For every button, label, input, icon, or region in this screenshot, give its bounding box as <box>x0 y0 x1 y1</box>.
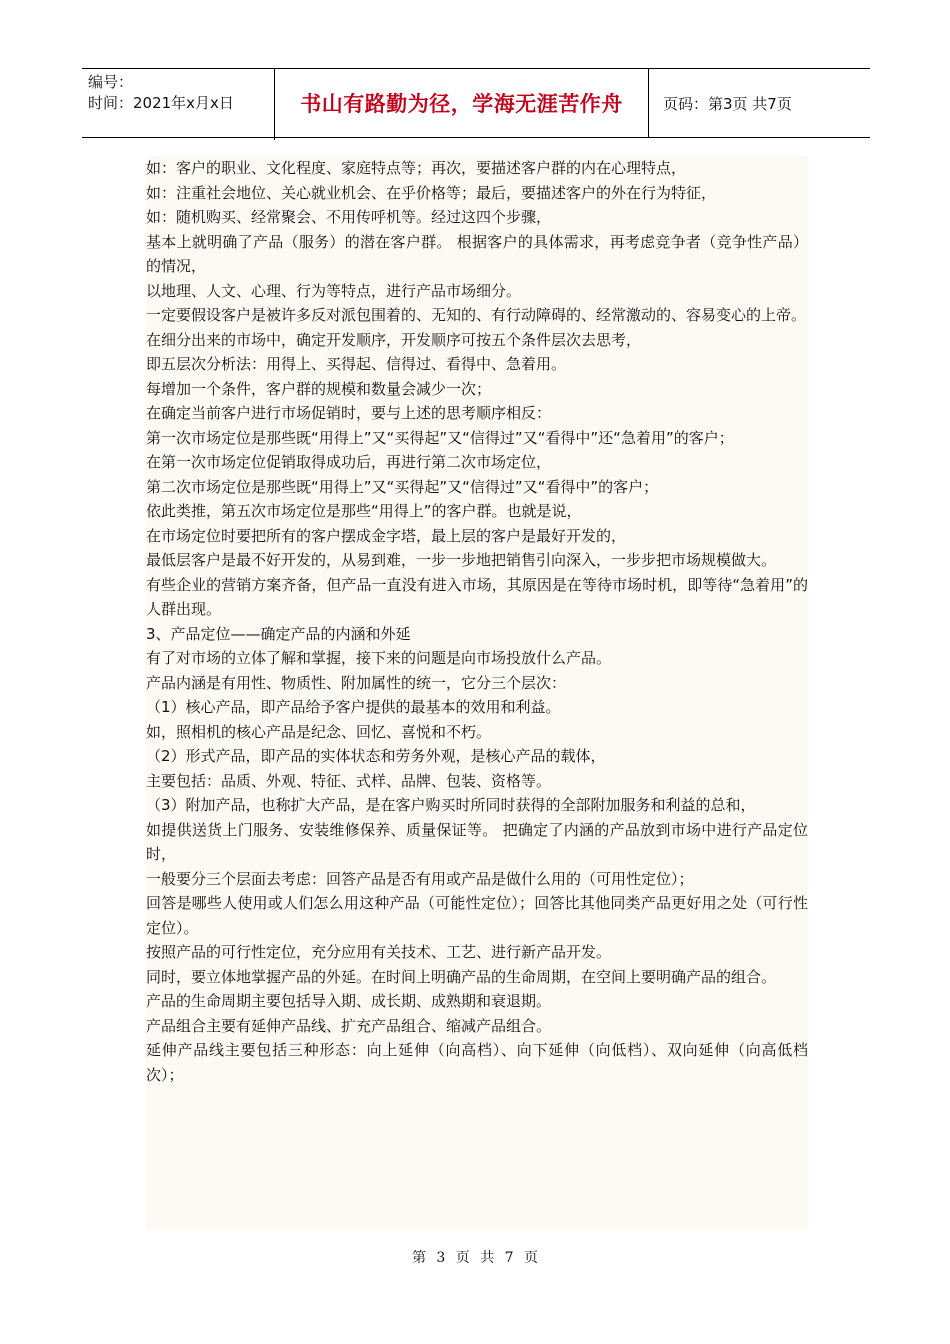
paragraph: （2）形式产品，即产品的实体状态和劳务外观，是核心产品的载体， <box>146 747 606 765</box>
paragraph: 如：注重社会地位、关心就业机会、在乎价格等；最后，要描述客户的外在行为特征， <box>146 183 717 202</box>
paragraph: 按照产品的可行性定位，充分应用有关技术、工艺、进行新产品开发。 <box>146 943 612 961</box>
paragraph: 如：客户的职业、文化程度、家庭特点等；再次，要描述客户群的内在心理特点， <box>146 159 687 177</box>
paragraph: 第一次市场定位是那些既“用得上”又“买得起”又“信得过”又“看得中”还“急着用”的客户； <box>146 428 734 447</box>
paragraph: 每增加一个条件，客户群的规模和数量会减少一次； <box>146 379 492 398</box>
page-footer: 第 3 页 共 7 页 <box>411 1250 539 1266</box>
paragraph: 有些企业的营销方案齐备，但产品一直没有进入市场，其原因是在等待市场时机，即等待“急着用”的人群出现。 <box>146 575 808 618</box>
paragraph: 在市场定位时要把所有的客户摆成金字塔，最上层的客户是最好开发的， <box>146 526 627 545</box>
document-body <box>146 156 808 1229</box>
paragraph: 如提供送货上门服务、安装维修保养、质量保证等。 把确定了内涵的产品放到市场中进行产品定位时， <box>146 820 808 863</box>
paragraph: 在确定当前客户进行市场促销时，要与上述的思考顺序相反： <box>146 404 552 422</box>
paragraph: 主要包括：品质、外观、特征、式样、品牌、包装、资格等。 <box>146 771 552 790</box>
header-meta <box>82 69 275 140</box>
paragraph: 如：随机购买、经常聚会、不用传呼机等。经过这四个步骤， <box>146 208 552 226</box>
paragraph: 即五层次分析法：用得上、买得起、信得过、看得中、急着用。 <box>146 355 567 373</box>
paragraph: 依此类推，第五次市场定位是那些“用得上”的客户群。也就是说， <box>146 502 582 520</box>
paragraph: 一定要假设客户是被许多反对派包围着的、无知的、有行动障碍的、经常激动的、容易变心的上帝。 <box>146 306 807 324</box>
paragraph: 在细分出来的市场中，确定开发顺序，开发顺序可按五个条件层次去思考， <box>146 330 642 349</box>
paragraph: 最低层客户是最不好开发的，从易到难，一步一步地把销售引向深入，一步步把市场规模做大。 <box>146 551 777 569</box>
paragraph: 基本上就明确了产品（服务）的潜在客户群。 根据客户的具体需求，再考虑竞争者（竞争性产品）的情况， <box>146 232 808 275</box>
paragraph: 同时，要立体地掌握产品的外延。在时间上明确产品的生命周期，在空间上要明确产品的组合。 <box>146 967 777 986</box>
paragraph: 第二次市场定位是那些既“用得上”又“买得起”又“信得过”又“看得中”的客户； <box>146 477 659 496</box>
paragraph: 以地理、人文、心理、行为等特点，进行产品市场细分。 <box>146 281 522 300</box>
paragraph: 延伸产品线主要包括三种形态：向上延伸（向高档）、向下延伸（向低档）、双向延伸（向高低档次）； <box>146 1041 808 1084</box>
document-number: 编号： <box>88 73 134 91</box>
paragraph: 如，照相机的核心产品是纪念、回忆、喜悦和不朽。 <box>146 722 492 741</box>
paragraph: （3）附加产品，也称扩大产品，是在客户购买时所同时获得的全部附加服务和利益的总和， <box>146 796 756 814</box>
paragraph: 有了对市场的立体了解和掌握，接下来的问题是向市场投放什么产品。 <box>146 649 612 667</box>
header-page-number: 页码：第3页 共7页 <box>663 94 792 113</box>
paragraph: 产品组合主要有延伸产品线、扩充产品组合、缩减产品组合。 <box>146 1016 552 1035</box>
document-date: 时间：2021年x月x日 <box>88 94 234 112</box>
page-header <box>82 68 870 138</box>
header-motto: 书山有路勤为径，学海无涯苦作舟 <box>275 69 649 137</box>
paragraph: 回答是哪些人使用或人们怎么用这种产品（可能性定位）；回答比其他同类产品更好用之处（可行性定位）。 <box>146 894 808 937</box>
paragraph: 一般要分三个层面去考虑：回答产品是否有用或产品是做什么用的（可用性定位）； <box>146 869 694 888</box>
paragraph: 产品的生命周期主要包括导入期、成长期、成熟期和衰退期。 <box>146 992 552 1010</box>
paragraph: （1）核心产品，即产品给予客户提供的最基本的效用和利益。 <box>146 698 561 716</box>
paragraph: 产品内涵是有用性、物质性、附加属性的统一，它分三个层次： <box>146 673 567 692</box>
paragraph: 在第一次市场定位促销取得成功后，再进行第二次市场定位， <box>146 453 552 471</box>
section-heading: 3、产品定位——确定产品的内涵和外延 <box>146 624 411 643</box>
